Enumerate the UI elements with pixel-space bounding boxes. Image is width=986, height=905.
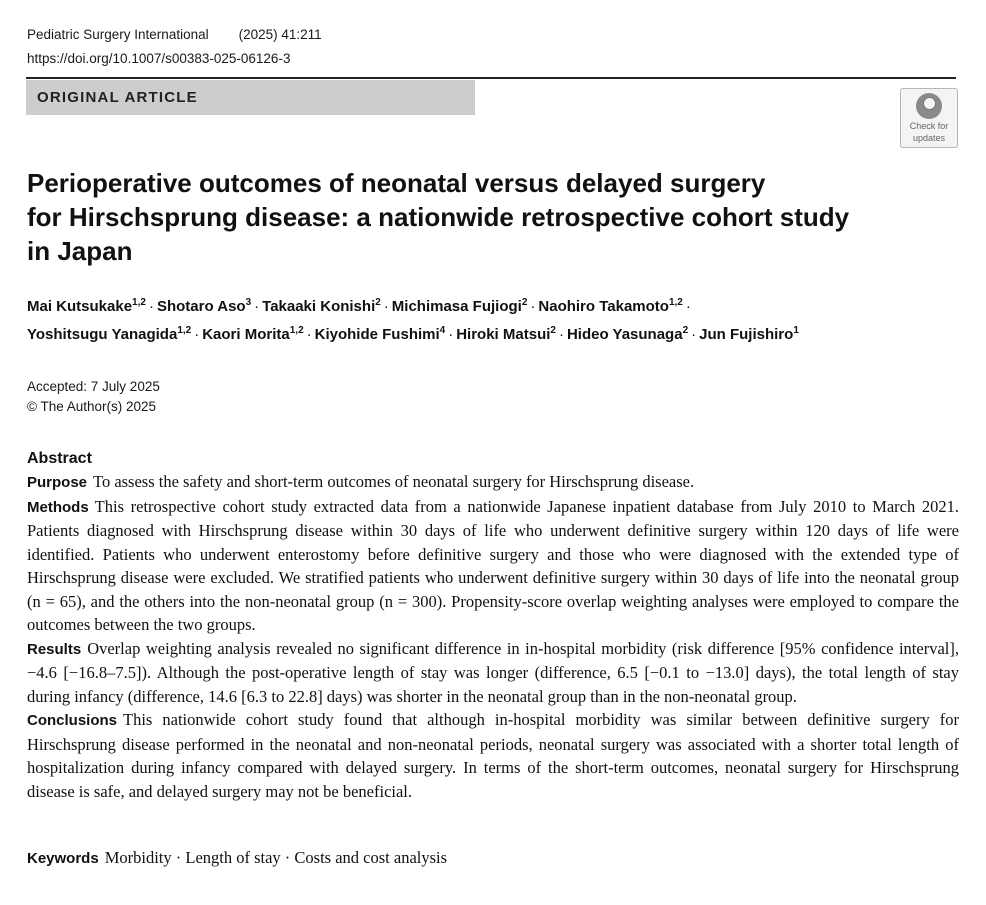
publication-dates: [27, 377, 160, 417]
abstract-body: [27, 470, 959, 803]
journal-header: [27, 27, 322, 42]
check-for-updates-button[interactable]: [900, 88, 958, 148]
journal-name: Pediatric Surgery International: [27, 27, 209, 42]
abstract-heading: Abstract: [27, 450, 92, 467]
doi-link[interactable]: https://doi.org/10.1007/s00383-025-06126-3: [27, 51, 291, 66]
check-updates-line1: Check for: [909, 121, 949, 131]
abstract-methods: Methods This retrospective cohort study extracted data from a nationwide Japanese inpatient database from July 2010 to March 2021. Patients diagnosed with Hirschsprung disease within 30 days of life who underwent definitive surgery within 120 days of life were identified. Patients who underwent enterostomy before definitive surgery and those who were diagnosed with the extended type of Hirschsprung disease were excluded. We stratified patients who underwent definitive surgery within 30 days of life into the neonatal group (n = 65), and the others into the non-neonatal group (n = 300). Propensity-score overlap weighting analyses were employed to compare the outcomes between the two groups.: [27, 496, 959, 634]
header-rule: [26, 77, 956, 79]
copyright: © The Author(s) 2025: [27, 399, 157, 414]
title-line-3: in Japan: [27, 236, 133, 266]
author[interactable]: Jun Fujishiro$^1$: [699, 325, 799, 343]
keywords-label: Keywords: [27, 850, 99, 867]
article-type-label: ORIGINAL ARTICLE: [37, 89, 198, 106]
author[interactable]: Yoshitsugu Yanagida$^{1,2}$: [27, 325, 192, 343]
abstract-purpose: Purpose To assess the safety and short-term outcomes of neonatal surgery for Hirschsprung disease.: [27, 472, 695, 491]
accepted-date: Accepted: 7 July 2025: [27, 379, 160, 394]
author[interactable]: Takaaki Konishi$^2$: [262, 297, 381, 315]
author-list: Mai Kutsukake$^{1,2}$ · Shotaro Aso$^3$ · Takaaki Konishi$^2$ · Michimasa Fujiogi$^2$ · Naohiro Takamoto$^{1,2}$ · Yoshitsugu Yanagida$^{1,2}$ · Kaori Morita$^{1,2}$ · Kiyohide Fushimi$^4$ · Hiroki Matsui$^2$ · Hideo Yasunaga$^2$ · Jun Fujishiro$^1$: [27, 297, 799, 343]
author[interactable]: Hideo Yasunaga$^2$: [566, 325, 689, 343]
title-line-2: for Hirschsprung disease: a nationwide retrospective cohort study: [27, 202, 850, 232]
article-title: [27, 166, 907, 268]
abstract-conclusions: Conclusions This nationwide cohort study found that although in-hospital morbidity was similar between definitive surgery for Hirschsprung disease performed in the neonatal and non-neonatal periods, neonatal surgery was associated with a shorter total length of hospitalization during infancy compared with delayed surgery. In terms of the short-term outcomes, neonatal surgery for Hirschsprung disease is safe, and delayed surgery may not be beneficial.: [27, 710, 959, 801]
author[interactable]: Kiyohide Fushimi$^4$: [314, 325, 446, 343]
check-updates-icon: [916, 93, 942, 119]
author[interactable]: Michimasa Fujiogi$^2$: [391, 297, 528, 315]
author[interactable]: Shotaro Aso$^3$: [156, 297, 252, 315]
check-updates-line2: updates: [912, 133, 946, 143]
keywords-text: Morbidity · Length of stay · Costs and cost analysis: [104, 848, 448, 867]
author[interactable]: Mai Kutsukake$^{1,2}$: [27, 297, 146, 315]
author[interactable]: Naohiro Takamoto$^{1,2}$: [538, 297, 683, 315]
journal-volume: (2025) 41:211: [238, 27, 322, 42]
title-line-1: Perioperative outcomes of neonatal versus delayed surgery: [27, 168, 766, 198]
author[interactable]: Kaori Morita$^{1,2}$: [202, 325, 304, 343]
author[interactable]: Hiroki Matsui$^2$: [456, 325, 556, 343]
keywords: [27, 848, 447, 868]
abstract-results: Results Overlap weighting analysis revealed no significant difference in in-hospital morbidity (risk difference [95% confidence interval], −4.6 [−16.8–7.5]). Although the post-operative length of stay was longer (difference, 6.5 [−0.1 to −13.0] days), the total length of stay during infancy (difference, 14.6 [6.3 to 22.8] days) was shorter in the neonatal group than in the non-neonatal group.: [27, 638, 959, 706]
article-type-bar: [26, 80, 475, 115]
